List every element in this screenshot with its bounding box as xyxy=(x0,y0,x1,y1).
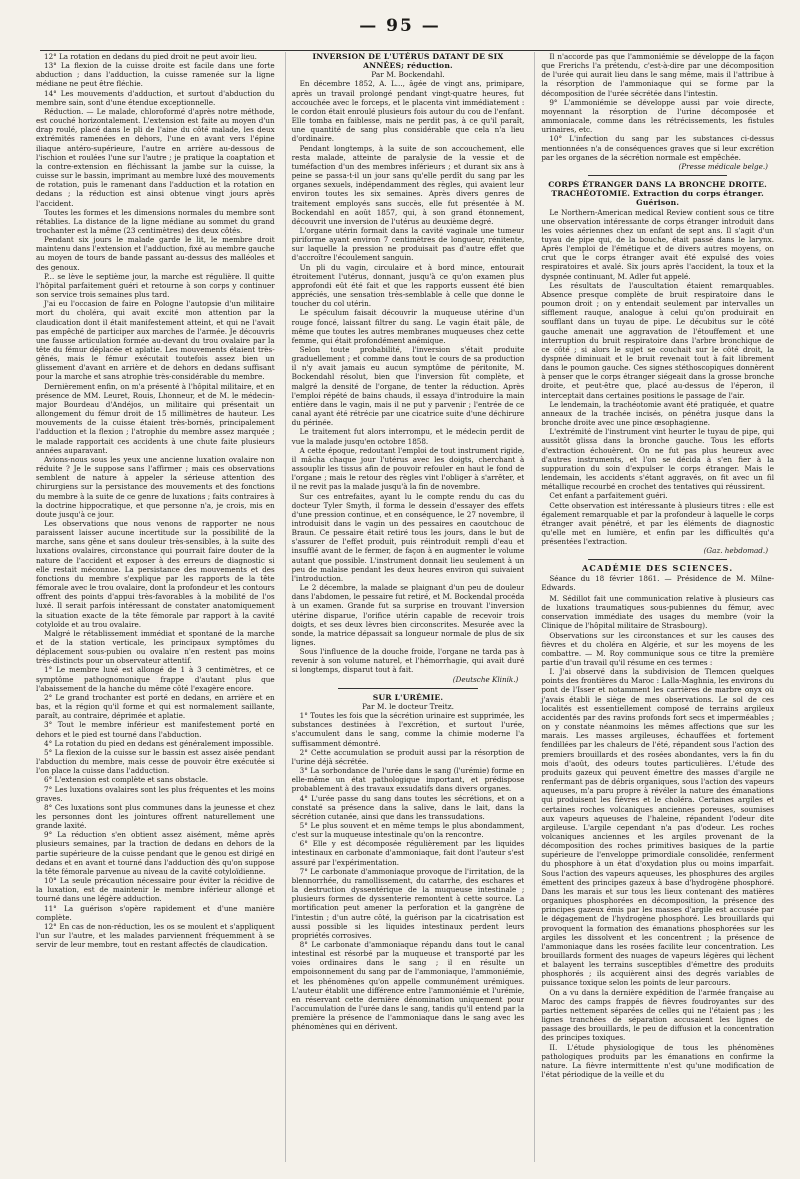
paragraph: 10° L'infection du sang par les substances ci-dessus mentionnées n'a de conséquences graves que si leur excrétion par les organes de la sécrétion normale est empêchée. xyxy=(541,134,774,162)
paragraph: 5° La flexion de la cuisse sur le bassin est assez aisée pendant l'abduction du membre, mais cesse de pouvoir être exécutée si l'on place la cuisse dans l'adduction. xyxy=(36,747,275,776)
paragraph: 6° L'extension est complète et sans obstacle. xyxy=(44,775,209,785)
paragraph: L'organe utérin formait dans la cavité vaginale une tumeur piriforme ayant environ 7 centimètres de longueur, rénitente, sur laquelle la pression ne produisait pas d'autre effet que d'accroître l'écoulement sanguin. xyxy=(291,225,525,263)
paragraph: 9° L'ammoniémie se développe aussi par voie directe, moyennant la résorption de l'urine décomposée et ammoniacale, comme dans les rétrécissements, les fistules urinaires, etc. xyxy=(541,97,774,135)
paragraph: I. J'ai observé dans la subdivision de Tlemcen quelques points des frontières du Maroc : Lalla-Maghnia, les environs du pont de l'Isser et notamment les carrières de marbre onyx où j'avais établi le siège de mes observations. Le sol de ces localités est essentiellement composé de terrains argileux accidentés par des ravins profonds fort secs et imperméables ; on y constate néanmoins les mêmes affections que sur les marais. Les masses argileuses, échauffées et fortement fendillées par les chaleurs de l'été, répandent sous l'action des premiers brouillards et des rosées abondantes, vers la fin du mois d'août, des odeurs toutes particulières. L'étude des produits gazeux qui peuvent émettre des masses d'argile ne renfermant pas de débris organiques, sous l'action des vapeurs aqueuses, m'a paru propre à révéler la nature des émanations qui produisent les fièvres et le choléra. Certaines argiles et certaines roches volcaniques anciennes poreuses, soumises aux vapeurs aqueuses de l'haleine, répandent l'odeur dite argileuse. L'argile cependant n'a pas d'odeur. Les roches volcaniques anciennes et les argiles provenant de la décomposition des roches primitives basiques de la partie supérieure de l'enveloppe primordiale consolidée, renferment du phosphore à un état d'oxydation plus ou moins imparfait. Sous l'action des vapeurs aqueuses, les phosphures des argiles émettent des principes gazeux à base d'hydrogène phosphoré. Dans les marais et sur tous les lieux contenant des matières organiques phosphorées en décomposition, la présence des principes gazeux émis par les masses d'argile est accusée par le dégagement de l'hydrogène phosphoré. Les brouillards qui provoquent la formation des émanations phosphorées sur les argiles les dissolvent et les concentrent ; la présence de l'ammoniaque dans les rosées facilite leur concentration. Les brouillards forment des nuages de vapeurs légères qui lèchent et balayent les terrains susceptibles d'émettre des produits phosphorés ; ils acquièrent ainsi des degrés variables de puissance toxique selon les points de leur parcours. xyxy=(541,667,774,988)
paragraph: 8° Ces luxations sont plus communes dans la jeunesse et chez les personnes dont les jointures offrent naturellement une grande laxité. xyxy=(36,802,275,831)
paragraph: 12° En cas de non-réduction, les os se moulent et s'appliquent l'un sur l'autre, et les malades parviennent fréquemment à se servir de leur membre, tout en restant affectés de claudication. xyxy=(36,921,275,950)
paragraph: Le Northern-American medical Review contient sous ce titre une observation intéressante de corps étranger introduit dans les voies aériennes chez un enfant de sept ans. Il s'agit d'un tuyau de pipe qui, de la bouche, était passé dans le larynx. Après l'emploi de l'émétique et de divers autres moyens, on crut que le corps étranger avait été expulsé des voies respiratoires et avalé. Six jours après l'accident, la toux et la dyspnée continuant, M. Adler fut appelé. xyxy=(541,207,774,281)
paragraph: 7° Les luxations ovalaires sont les plus fréquentes et les moins graves. xyxy=(36,784,275,803)
section-divider xyxy=(588,175,728,176)
paragraph: 11° La guérison s'opère rapidement et d'une manière complète. xyxy=(36,903,275,922)
paragraph: Malgré le rétablissement immédiat et spontané de la marche et de la station verticale, les principaux symptômes du déplacement sous-pubien ou ovalaire n'en restent pas moins très-distincts pour un observateur attentif. xyxy=(36,628,275,666)
paragraph: Il n'accorde pas que l'ammoniémie se développe de la façon que Frerichs l'a prétendu, c'est-à-dire par une décomposition de l'urée qui aurait lieu dans le sang même, mais il l'attribue à la résorption de l'ammoniaque qui se forme par la décomposition de l'urée sécrétée dans l'intestin. xyxy=(541,52,774,98)
paragraph: Les résultats de l'auscultation étaient remarquables. Absence presque complète de bruit respiratoire dans le poumon droit ; on y entendait seulement par intervalles un sifflement rauque, analogue à celui qu'on produirait en soufflant dans un tuyau de pipe. Le décubitus sur le côté gauche amenait une aggravation de l'étouffement et une interruption du bruit respiratoire dans l'arbre bronchique de ce côté ; si alors le sujet se couchait sur le côté droit, la dyspnée diminuait et le bruit revenait tout à fait librement dans le poumon gauche. Ces signes stéthoscopiques donnèrent à penser que le corps étranger siégeait dans la grosse bronche droite, et peut-être que, placé au-dessus de l'éperon, il interceptait dans certaines positions le passage de l'air. xyxy=(541,280,774,400)
article-title: CORPS ÉTRANGER DANS LA BRONCHE DROITE. TRACHÉOTOMIE. Extraction du corps étranger. Guérison. xyxy=(548,180,768,208)
paragraph: Un pli du vagin, circulaire et à bord mince, entourait étroitement l'utérus, donnant, jusqu'à ce qu'on examen plus approfondi eût été fait et que les rapports eussent été bien appréciés, une sensation très-semblable à celle que donne le toucher du col utérin. xyxy=(291,262,525,309)
paragraph: Observations sur les circonstances et sur les causes des fièvres et du choléra en Algérie, et sur les moyens de les combattre. — M. Roy communique sous ce titre la première partie d'un travail qu'il résume en ces termes : xyxy=(541,630,774,667)
paragraph: A cette époque, redoutant l'emploi de tout instrument rigide, il mâcha chaque jour l'utérus avec les doigts, cherchant à assouplir les tissus afin de pouvoir refouler en haut le fond de l'organe ; mais le retour des règles vint l'obliger à s'arrêter, et il ne revit pas la malade jusqu'à la fin de novembre. xyxy=(291,445,525,492)
article-title: INVERSION DE L'UTÉRUS DATANT DE SIX ANNÉES; réduction. xyxy=(312,52,504,71)
paragraph: Selon toute probabilité, l'inversion s'était produite graduellement ; et comme dans tout le cours de sa production il n'y avait jamais eu aucun symptôme de péritonite, M. Bockendahl résolut, bien que l'inversion fût complète, et malgré la densité de l'organe, de tenter la réduction. Après l'emploi répété de bains chauds, il essaya d'introduire la main entière dans le vagin, mais il ne put y parvenir ; l'entrée de ce canal ayant été rétrécie par une cicatrice suite d'une déchirure du périnée. xyxy=(291,345,525,428)
text-columns xyxy=(36,52,774,1162)
paragraph: Le lendemain, la trachéotomie avant été pratiquée, et quatre anneaux de la trachée incisés, on pénétra jusque dans la bronche droite avec une pince œsophagienne. xyxy=(541,399,774,428)
paragraph: 1° Le membre luxé est allongé de 1 à 3 centimètres, et ce symptôme pathognomonique frappe d'autant plus que l'abaissement de la hanche du même côté l'exagère encore. xyxy=(36,665,275,693)
paragraph: Cet enfant a parfaitement guéri. xyxy=(549,491,668,501)
paragraph: 2° Le grand trochanter est porté en dedans, en arrière et en bas, et la région qu'il forme et qui est normalement saillante, paraît, au contraire, déprimée et aplatie. xyxy=(36,692,275,721)
article-title: SUR L'URÉMIE. xyxy=(372,692,444,702)
paragraph: Le spéculum faisait découvrir la muqueuse utérine d'un rouge foncé, laissant filtrer du sang. Le vagin était pâle, de même que toutes les autres membranes muqueuses chez cette femme, qui était profondément anémique. xyxy=(291,308,525,345)
session-line: Séance du 18 février 1861. — Présidence de M. Milne-Edwards. xyxy=(541,573,774,592)
paragraph: P... se lève le septième jour, la marche est régulière. Il quitte l'hôpital parfaitement guéri et retourne à son corps y continuer son service trois semaines plus tard. xyxy=(36,271,275,300)
column-1 xyxy=(36,52,275,1162)
paragraph: 2° Cette accumulation se produit aussi par la résorption de l'urine déjà sécrétée. xyxy=(291,747,525,766)
paragraph: Dernièrement enfin, on m'a présenté à l'hôpital militaire, et en présence de MM. Leuret, Rouis, Lhonneur, et de M. le médecin-major Bourdeau d'Andéjos, un militaire qui présentait un allongement du fémur droit de 15 millimètres de hauteur. Les mouvements de la cuisse étaient très-bornés, principalement l'adduction et la flexion ; l'atrophie du membre assez marquée ; le malade rapportait ces accidents à une chute faite plusieurs années auparavant. xyxy=(36,381,275,455)
paragraph: Le 2 décembre, la malade se plaignant d'un peu de douleur dans l'abdomen, le pessaire fut retiré, et M. Bockendal procéda à un examen. Grande fut sa surprise en trouvant l'inversion utérine disparue, l'orifice utérin capable de recevoir trois doigts, et ses deux lèvres bien circonscrites. Mesurée avec la sonde, la matrice dépassait sa longueur normale de plus de six lignes. xyxy=(291,583,525,647)
page-header xyxy=(0,10,800,50)
paragraph: L'extrémité de l'instrument vint heurter le tuyau de pipe, qui aussitôt glissa dans la bronche gauche. Tous les efforts d'extraction échouèrent. On ne fut pas plus heureux avec d'autres instruments, et l'on se décida à s'en fier à la suppuration du soin d'expulser le corps étranger. Mais le lendemain, les accidents s'étant aggravés, on fit avec un fil métallique recourbé en crochet des tentatives qui réussirent. xyxy=(541,427,774,492)
paragraph: M. Sédillot fait une communication relative à plusieurs cas de luxations traumatiques sous-pubiennes du fémur, avec conservation immédiate des usages du membre (voir la Clinique de l'hôpital militaire de Strasbourg). xyxy=(541,593,774,631)
section-divider xyxy=(588,559,728,560)
paragraph: Avions-nous sous les yeux une ancienne luxation ovalaire non réduite ? Je le suppose sans l'affirmer ; mais ces observations semblent de nature à appeler la sérieuse attention des chirurgiens sur la persistance des mouvements et des fonctions du membre à la suite de ce genre de luxations ; faits contraires à la doctrine hippocratique, et que personne n'a, je crois, mis en doute jusqu'à ce jour. xyxy=(36,454,275,519)
paragraph: 8° Le carbonate d'ammoniaque répandu dans tout le canal intestinal est résorbé par la muqueuse et transporté par les voies ordinaires dans le sang ; il en résulte un empoisonnement du sang par de l'ammoniaque, l'ammoniémie, et les phénomènes qu'on appelle communément urémiques. L'auteur établit une différence entre l'ammoniémie et l'urémie, en réservant cette dernière dénomination uniquement pour l'accumulation de l'urée dans le sang, tandis qu'il entend par la première la présence de l'ammoniaque dans le sang avec les phénomènes qui en dérivent. xyxy=(291,940,525,1032)
paragraph: J'ai eu l'occasion de faire en Pologne l'autopsie d'un militaire mort du choléra, qui avait excité mon attention par la claudication dont il était manifestement atteint, et qui ne l'avait pas empêché de participer aux marches de l'armée. Je découvris une fausse articulation formée au-devant du trou ovalaire par la tête du fémur déplacée et aplatie. Les mouvements étaient très-gênés, mais le fémur exécutait toutefois assez bien un glissement d'avant en arrière et de dehors en dedans suffisant pour la marche et sans atrophie très-considérable du membre. xyxy=(36,299,275,382)
paragraph: Pendant six jours le malade garde le lit, le membre droit maintenu dans l'extension et l'adduction, fixé au membre gauche au moyen de tours de bande passant au-dessus des malléoles et des genoux. xyxy=(36,235,275,272)
paragraph: Toutes les formes et les dimensions normales du membre sont rétablies. La distance de la ligne médiane au sommet du grand trochanter est la même (23 centimètres) des deux côtés. xyxy=(36,207,275,235)
paragraph: Le traitement fut alors interrompu, et le médecin perdit de vue la malade jusqu'en octobre 1858. xyxy=(291,427,525,446)
column-2 xyxy=(285,52,525,1162)
article-author: Par M. le docteur Treitz. xyxy=(361,701,454,711)
section-heading: ACADÉMIE DES SCIENCES. xyxy=(581,563,734,574)
paragraph: Pendant longtemps, à la suite de son accouchement, elle resta malade, atteinte de paralysie de la vessie et de tuméfaction d'un des membres inférieurs ; et durant six ans à peine se passa-t-il un jour sans qu'elle perdît du sang par les organes sexuels, indépendamment des règles, qui avaient leur environ toutes les six semaines. Après divers genres de traitement employés sans succès, elle fut présentée à M. Bockendahl en août 1857, qui, à son grand étonnement, découvrit une inversion de l'utérus au deuxième degré. xyxy=(291,143,525,226)
paragraph: On a vu dans la dernière expédition de l'armée française au Maroc des camps frappés de fièvres foudroyantes sur des parties nettement séparées de celles qui ne l'étaient pas ; les lignes tranchées de séparation accusaient les lignes de passage des brouillards, le peu de diffusion et la concentration des principes toxiques. xyxy=(541,987,774,1043)
paragraph: 4° L'urée passe du sang dans toutes les sécrétions, et on a constaté sa présence dans la salive, dans le lait, dans la sécrétion cutanée, ainsi que dans les transsudations. xyxy=(291,793,525,821)
article-author: Par M. Bockendahl. xyxy=(371,70,445,80)
paragraph: 4° La rotation du pied en dedans est généralement impossible. xyxy=(44,738,274,748)
paragraph: 1° Toutes les fois que la sécrétion urinaire est supprimée, les substances destinées à l'excrétion, et surtout l'urée, s'accumulent dans le sang, comme la chimie moderne l'a suffisamment démontré. xyxy=(291,711,525,748)
paragraph: En décembre 1852, A. L..., âgée de vingt ans, primipare, après un travail prolongé pendant vingt-quatre heures, fut accouchée avec le forceps, et le placenta vint immédiatement : le cordon était enroulé plusieurs fois autour du cou de l'enfant. Elle tomba en faiblesse, mais ne perdit pas, à ce qu'il paraît, une quantité de sang plus considérable que cela n'a lieu d'ordinaire. xyxy=(291,79,525,144)
page-number: — 95 — xyxy=(359,16,441,36)
source-citation: (Gaz. hebdomad.) xyxy=(703,546,768,556)
paragraph: 6° Elle y est décomposée régulièrement par les liquides intestinaux en carbonate d'ammoniaque, fait dont l'auteur s'est assuré par l'expérimentation. xyxy=(291,839,525,867)
paragraph: Les observations que nous venons de rapporter ne nous paraissent laisser aucune incertitude sur la possibilité de la marche, sans gêne et sans douleur très-sensibles, à la suite des luxations ovalaires, circonstance qui pourrait faire douter de la nature de l'accident et exposer à des erreurs de diagnostic si elle restait méconnue. La persistance des mouvements et des fonctions du membre s'explique par les rapports de la tête fémorale avec le trou ovalaire, dont la profondeur et les contours offrent des points d'appui très-favorables à la mobilité de l'os luxé. Il serait parfois intéressant de constater anatomiquement la situation exacte de la tête fémorale par rapport à la cavité cotyloïde et au trou ovalaire. xyxy=(36,518,275,629)
column-3 xyxy=(534,52,774,1162)
source-citation: (Presse médicale belge.) xyxy=(678,161,768,171)
section-divider xyxy=(338,688,478,689)
paragraph: Sous l'influence de la douche froide, l'organe ne tarda pas à revenir à son volume naturel, et l'hémorrhagie, qui avait duré si longtemps, disparut tout à fait. xyxy=(291,647,525,675)
paragraph: 13° La flexion de la cuisse droite est facile dans une forte abduction ; dans l'adduction, la cuisse ramenée sur la ligne médiane ne peut être fléchie. xyxy=(36,61,275,89)
paragraph: 12° La rotation en dedans du pied droit ne peut avoir lieu. xyxy=(44,52,257,61)
paragraph: Réduction. — Le malade, chloroformé d'après notre méthode, est couché horizontalement. L'extension est faite au moyen d'un drap roulé, placé dans le pli de l'aine du côté malade, les deux extrémités ramenées en dehors, l'une en avant vers l'épine iliaque antéro-supérieure, l'autre en arrière au-dessous de l'ischion et roulées l'une sur l'autre ; je pratique la coaptation et la contre-extension en fléchissant la jambe sur la cuisse, la cuisse sur le bassin, imprimant au membre luxé des mouvements de rotation, puis le ramenant dans l'adduction et la rotation en dedans ; la réduction est ainsi obtenue vingt jours après l'accident. xyxy=(36,106,275,208)
paragraph: 3° Tout le membre inférieur est manifestement porté en dehors et le pied est tourné dans l'abduction. xyxy=(36,720,275,739)
paragraph: 10° La seule précaution nécessaire pour éviter la récidive de la luxation, est de maintenir le membre inférieur allongé et tourné dans une légère adduction. xyxy=(36,876,275,904)
source-citation: (Deutsche Klinik.) xyxy=(452,674,519,684)
paragraph: II. L'étude physiologique de tous les phénomènes pathologiques produits par les émanations en confirme la nature. La fièvre intermittente n'est qu'une modification de l'état périodique de la veille et du xyxy=(541,1042,774,1080)
paragraph: Cette observation est intéressante à plusieurs titres : elle est également remarquable et par la profondeur à laquelle le corps étranger avait pénétré, et par les éléments de diagnostic qu'elle met en lumière, et enfin par les difficultés qu'a présentées l'extraction. xyxy=(541,500,774,547)
paragraph: 3° La sorbondance de l'urée dans le sang (l'urémie) forme en elle-même un état pathologique important, et prédispose probablement à des travaux exsudatifs dans divers organes. xyxy=(291,766,525,794)
paragraph: 9° La réduction s'en obtient assez aisément, même après plusieurs semaines, par la traction de dedans en dehors de la partie supérieure de la cuisse pendant que le genou est dirigé en dedans et en avant et tourné dans l'adduction dès qu'on suppose la tête fémorale parvenue au niveau de la cavité cotyloïdienne. xyxy=(36,830,275,876)
header-rule xyxy=(40,50,760,51)
paragraph: 5° Le plus souvent et en même temps le plus abondamment, c'est sur la muqueuse intestinale qu'on la rencontre. xyxy=(291,820,525,840)
paragraph: 14° Les mouvements d'adduction, et surtout d'abduction du membre sain, sont d'une étendue exceptionnelle. xyxy=(36,88,275,107)
paragraph: Sur ces entrefaites, ayant lu le compte rendu du cas du docteur Tyler Smyth, il forma le dessein d'essayer des effets d'une pression continue, et en conséquence, le 27 novembre, il introduisit dans le vagin un des pessaires en caoutchouc de Braun. Ce pessaire était retiré tous les jours, dans le but de s'assurer de l'effet produit, puis réintroduit rempli d'eau et insufflé avant de le fermer, de façon à en augmenter le volume autant que possible. L'instrument donnait lieu seulement à un peu de malaise pendant les deux heures environ qui suivaient l'introduction. xyxy=(291,491,525,583)
paragraph: 7° Le carbonate d'ammoniaque provoque de l'irritation, de la blennorrhée, du ramollissement, du catarrhe, des eschares et la destruction dyssentérique de la muqueuse intestinale ; plusieurs formes de dyssenterie remontent à cette source. La mortification peut amener la perforation et la gangrène de l'intestin ; d'un autre côté, la guérison par la cicatrisation est aussi possible si les liquides intestinaux perdent leurs propriétés corrosives. xyxy=(291,866,525,940)
